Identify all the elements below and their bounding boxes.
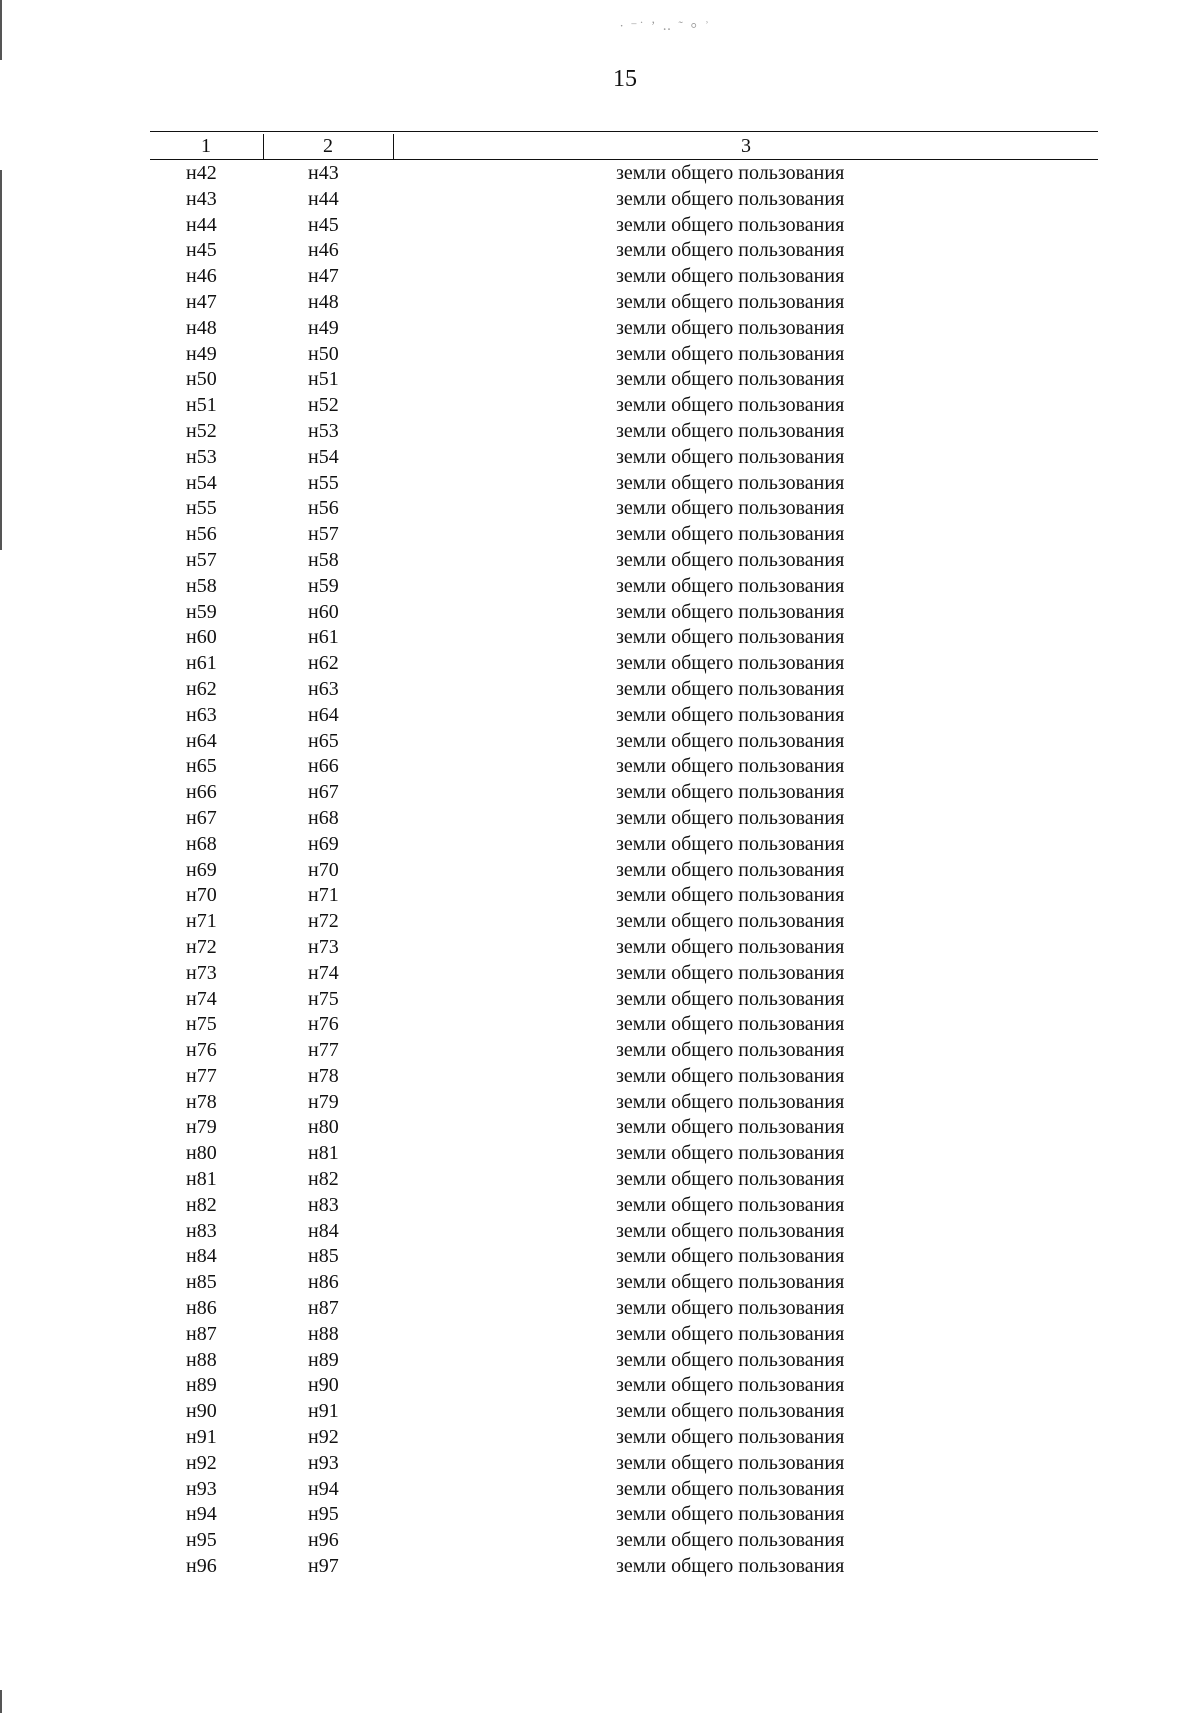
- from-point-cell: н64: [186, 729, 217, 752]
- land-category-cell: земли общего пользования: [616, 1297, 845, 1320]
- land-category-cell: земли общего пользования: [616, 884, 845, 907]
- table-row: [0, 1528, 1200, 1554]
- to-point-cell: н53: [308, 419, 339, 442]
- from-point-cell: н49: [186, 342, 217, 365]
- land-category-cell: земли общего пользования: [616, 187, 845, 210]
- table-row: [0, 1399, 1200, 1425]
- table-row: [0, 987, 1200, 1013]
- to-point-cell: н77: [308, 1039, 339, 1062]
- to-point-cell: н52: [308, 394, 339, 417]
- to-point-cell: н94: [308, 1477, 339, 1500]
- from-point-cell: н76: [186, 1039, 217, 1062]
- from-point-cell: н43: [186, 187, 217, 210]
- to-point-cell: н91: [308, 1400, 339, 1423]
- table-row: [0, 729, 1200, 755]
- to-point-cell: н63: [308, 677, 339, 700]
- table-row: [0, 1373, 1200, 1399]
- from-point-cell: н84: [186, 1245, 217, 1268]
- from-point-cell: н95: [186, 1529, 217, 1552]
- from-point-cell: н69: [186, 858, 217, 881]
- to-point-cell: н61: [308, 626, 339, 649]
- table-row: [0, 677, 1200, 703]
- land-category-cell: земли общего пользования: [616, 626, 845, 649]
- from-point-cell: н73: [186, 961, 217, 984]
- to-point-cell: н86: [308, 1271, 339, 1294]
- land-category-cell: земли общего пользования: [616, 316, 845, 339]
- to-point-cell: н57: [308, 523, 339, 546]
- to-point-cell: н55: [308, 471, 339, 494]
- from-point-cell: н78: [186, 1090, 217, 1113]
- table-row: [0, 471, 1200, 497]
- from-point-cell: н85: [186, 1271, 217, 1294]
- table-row: [0, 961, 1200, 987]
- table-row: [0, 522, 1200, 548]
- from-point-cell: н86: [186, 1297, 217, 1320]
- land-category-cell: земли общего пользования: [616, 1348, 845, 1371]
- from-point-cell: н47: [186, 290, 217, 313]
- table-row: [0, 1451, 1200, 1477]
- to-point-cell: н60: [308, 600, 339, 623]
- land-category-cell: земли общего пользования: [616, 755, 845, 778]
- from-point-cell: н74: [186, 987, 217, 1010]
- table-row: [0, 703, 1200, 729]
- from-point-cell: н96: [186, 1555, 217, 1578]
- table-row: [0, 574, 1200, 600]
- table-row: [0, 1554, 1200, 1580]
- land-category-cell: земли общего пользования: [616, 987, 845, 1010]
- table-row: [0, 316, 1200, 342]
- from-point-cell: н42: [186, 162, 217, 184]
- table-row: [0, 419, 1200, 445]
- to-point-cell: н85: [308, 1245, 339, 1268]
- to-point-cell: н93: [308, 1451, 339, 1474]
- from-point-cell: н58: [186, 574, 217, 597]
- to-point-cell: н84: [308, 1219, 339, 1242]
- table-row: [0, 832, 1200, 858]
- from-point-cell: н72: [186, 935, 217, 958]
- to-point-cell: н72: [308, 910, 339, 933]
- land-category-cell: земли общего пользования: [616, 419, 845, 442]
- table-row: [0, 187, 1200, 213]
- from-point-cell: н52: [186, 419, 217, 442]
- to-point-cell: н59: [308, 574, 339, 597]
- from-point-cell: н57: [186, 548, 217, 571]
- table-row: [0, 548, 1200, 574]
- to-point-cell: н46: [308, 239, 339, 262]
- land-category-cell: земли общего пользования: [616, 1451, 845, 1474]
- land-category-cell: земли общего пользования: [616, 213, 845, 236]
- table-row: [0, 393, 1200, 419]
- to-point-cell: н88: [308, 1322, 339, 1345]
- table-row: [0, 1141, 1200, 1167]
- to-point-cell: н80: [308, 1116, 339, 1139]
- to-point-cell: н68: [308, 806, 339, 829]
- to-point-cell: н44: [308, 187, 339, 210]
- scan-edge-mark: [0, 0, 2, 60]
- from-point-cell: н81: [186, 1168, 217, 1191]
- to-point-cell: н49: [308, 316, 339, 339]
- table-row: [0, 858, 1200, 884]
- to-point-cell: н69: [308, 832, 339, 855]
- table-row: [0, 290, 1200, 316]
- land-category-cell: земли общего пользования: [616, 239, 845, 262]
- to-point-cell: н79: [308, 1090, 339, 1113]
- table-row: [0, 1064, 1200, 1090]
- land-category-cell: земли общего пользования: [616, 935, 845, 958]
- land-category-cell: земли общего пользования: [616, 1168, 845, 1191]
- to-point-cell: н64: [308, 703, 339, 726]
- to-point-cell: н45: [308, 213, 339, 236]
- to-point-cell: н78: [308, 1064, 339, 1087]
- from-point-cell: н51: [186, 394, 217, 417]
- from-point-cell: н55: [186, 497, 217, 520]
- table-row: [0, 1322, 1200, 1348]
- table-row: [0, 1244, 1200, 1270]
- table-row: [0, 883, 1200, 909]
- from-point-cell: н54: [186, 471, 217, 494]
- land-category-cell: земли общего пользования: [616, 471, 845, 494]
- to-point-cell: н67: [308, 781, 339, 804]
- table-header-rule: [150, 159, 1098, 160]
- from-point-cell: н90: [186, 1400, 217, 1423]
- land-category-cell: земли общего пользования: [616, 781, 845, 804]
- to-point-cell: н97: [308, 1555, 339, 1578]
- land-category-cell: земли общего пользования: [616, 1555, 845, 1578]
- faint-scan-artifact: ∙ ⁻˙ ʼ ‥ ˜ ⸰ ʾ: [620, 18, 712, 33]
- table-row: [0, 496, 1200, 522]
- table-row: [0, 342, 1200, 368]
- land-category-cell: земли общего пользования: [616, 162, 845, 184]
- table-row: [0, 1219, 1200, 1245]
- land-category-cell: земли общего пользования: [616, 1193, 845, 1216]
- land-category-cell: земли общего пользования: [616, 368, 845, 391]
- from-point-cell: н48: [186, 316, 217, 339]
- table-row: [0, 806, 1200, 832]
- land-category-cell: земли общего пользования: [616, 729, 845, 752]
- to-point-cell: н71: [308, 884, 339, 907]
- to-point-cell: н62: [308, 652, 339, 675]
- from-point-cell: н44: [186, 213, 217, 236]
- from-point-cell: н63: [186, 703, 217, 726]
- land-category-cell: земли общего пользования: [616, 1039, 845, 1062]
- from-point-cell: н93: [186, 1477, 217, 1500]
- page-number: 15: [613, 66, 637, 92]
- land-category-cell: земли общего пользования: [616, 394, 845, 417]
- land-category-cell: земли общего пользования: [616, 1142, 845, 1165]
- to-point-cell: н50: [308, 342, 339, 365]
- from-point-cell: н80: [186, 1142, 217, 1165]
- land-category-cell: земли общего пользования: [616, 1426, 845, 1449]
- column-header-1: 1: [201, 135, 211, 157]
- table-row: [0, 600, 1200, 626]
- table-row: [0, 238, 1200, 264]
- from-point-cell: н45: [186, 239, 217, 262]
- to-point-cell: н83: [308, 1193, 339, 1216]
- land-category-cell: земли общего пользования: [616, 1090, 845, 1113]
- to-point-cell: н90: [308, 1374, 339, 1397]
- land-category-cell: земли общего пользования: [616, 1219, 845, 1242]
- from-point-cell: н50: [186, 368, 217, 391]
- table-row: [0, 909, 1200, 935]
- from-point-cell: н75: [186, 1013, 217, 1036]
- land-category-cell: земли общего пользования: [616, 445, 845, 468]
- from-point-cell: н59: [186, 600, 217, 623]
- land-category-cell: земли общего пользования: [616, 1322, 845, 1345]
- table-row: [0, 780, 1200, 806]
- land-category-cell: земли общего пользования: [616, 910, 845, 933]
- from-point-cell: н62: [186, 677, 217, 700]
- to-point-cell: н66: [308, 755, 339, 778]
- land-category-cell: земли общего пользования: [616, 574, 845, 597]
- from-point-cell: н61: [186, 652, 217, 675]
- table-row: [0, 1193, 1200, 1219]
- table-body: [0, 161, 1200, 1580]
- land-category-cell: земли общего пользования: [616, 703, 845, 726]
- from-point-cell: н91: [186, 1426, 217, 1449]
- land-category-cell: земли общего пользования: [616, 290, 845, 313]
- from-point-cell: н68: [186, 832, 217, 855]
- to-point-cell: н48: [308, 290, 339, 313]
- from-point-cell: н60: [186, 626, 217, 649]
- to-point-cell: н47: [308, 265, 339, 288]
- land-category-cell: земли общего пользования: [616, 600, 845, 623]
- to-point-cell: н51: [308, 368, 339, 391]
- land-category-cell: земли общего пользования: [616, 1116, 845, 1139]
- land-category-cell: земли общего пользования: [616, 858, 845, 881]
- land-category-cell: земли общего пользования: [616, 1064, 845, 1087]
- land-category-cell: земли общего пользования: [616, 1477, 845, 1500]
- from-point-cell: н89: [186, 1374, 217, 1397]
- table-row: [0, 1270, 1200, 1296]
- land-category-cell: земли общего пользования: [616, 1503, 845, 1526]
- land-category-cell: земли общего пользования: [616, 1529, 845, 1552]
- to-point-cell: н58: [308, 548, 339, 571]
- table-row: [0, 264, 1200, 290]
- to-point-cell: н75: [308, 987, 339, 1010]
- table-row: [0, 1012, 1200, 1038]
- land-category-cell: земли общего пользования: [616, 677, 845, 700]
- to-point-cell: н81: [308, 1142, 339, 1165]
- to-point-cell: н76: [308, 1013, 339, 1036]
- land-category-cell: земли общего пользования: [616, 806, 845, 829]
- to-point-cell: н43: [308, 162, 339, 184]
- from-point-cell: н77: [186, 1064, 217, 1087]
- table-row: [0, 161, 1200, 187]
- land-category-cell: земли общего пользования: [616, 548, 845, 571]
- from-point-cell: н65: [186, 755, 217, 778]
- table-row: [0, 1502, 1200, 1528]
- land-category-cell: земли общего пользования: [616, 652, 845, 675]
- table-row: [0, 935, 1200, 961]
- land-category-cell: земли общего пользования: [616, 1271, 845, 1294]
- to-point-cell: н96: [308, 1529, 339, 1552]
- from-point-cell: н83: [186, 1219, 217, 1242]
- from-point-cell: н70: [186, 884, 217, 907]
- land-category-cell: земли общего пользования: [616, 342, 845, 365]
- from-point-cell: н79: [186, 1116, 217, 1139]
- table-row: [0, 1296, 1200, 1322]
- from-point-cell: н88: [186, 1348, 217, 1371]
- from-point-cell: н71: [186, 910, 217, 933]
- land-category-cell: земли общего пользования: [616, 832, 845, 855]
- table-row: [0, 1477, 1200, 1503]
- table-row: [0, 1425, 1200, 1451]
- to-point-cell: н95: [308, 1503, 339, 1526]
- land-category-cell: земли общего пользования: [616, 961, 845, 984]
- land-category-cell: земли общего пользования: [616, 523, 845, 546]
- to-point-cell: н70: [308, 858, 339, 881]
- land-category-cell: земли общего пользования: [616, 497, 845, 520]
- to-point-cell: н74: [308, 961, 339, 984]
- table-row: [0, 1038, 1200, 1064]
- from-point-cell: н67: [186, 806, 217, 829]
- from-point-cell: н66: [186, 781, 217, 804]
- land-category-cell: земли общего пользования: [616, 1013, 845, 1036]
- from-point-cell: н94: [186, 1503, 217, 1526]
- from-point-cell: н56: [186, 523, 217, 546]
- table-row: [0, 213, 1200, 239]
- land-category-cell: земли общего пользования: [616, 1374, 845, 1397]
- from-point-cell: н87: [186, 1322, 217, 1345]
- to-point-cell: н89: [308, 1348, 339, 1371]
- from-point-cell: н82: [186, 1193, 217, 1216]
- table-row: [0, 651, 1200, 677]
- table-row: [0, 367, 1200, 393]
- to-point-cell: н92: [308, 1426, 339, 1449]
- table-row: [0, 445, 1200, 471]
- to-point-cell: н65: [308, 729, 339, 752]
- to-point-cell: н54: [308, 445, 339, 468]
- column-header-3: 3: [741, 135, 751, 157]
- table-row: [0, 1167, 1200, 1193]
- scan-edge-mark: [0, 1690, 2, 1713]
- to-point-cell: н56: [308, 497, 339, 520]
- table-row: [0, 1348, 1200, 1374]
- to-point-cell: н87: [308, 1297, 339, 1320]
- to-point-cell: н73: [308, 935, 339, 958]
- table-row: [0, 1115, 1200, 1141]
- from-point-cell: н92: [186, 1451, 217, 1474]
- table-row: [0, 754, 1200, 780]
- table-top-rule: [150, 131, 1098, 132]
- from-point-cell: н46: [186, 265, 217, 288]
- column-header-2: 2: [323, 135, 333, 157]
- table-row: [0, 1090, 1200, 1116]
- land-category-cell: земли общего пользования: [616, 1245, 845, 1268]
- land-category-cell: земли общего пользования: [616, 265, 845, 288]
- to-point-cell: н82: [308, 1168, 339, 1191]
- land-category-cell: земли общего пользования: [616, 1400, 845, 1423]
- table-row: [0, 625, 1200, 651]
- from-point-cell: н53: [186, 445, 217, 468]
